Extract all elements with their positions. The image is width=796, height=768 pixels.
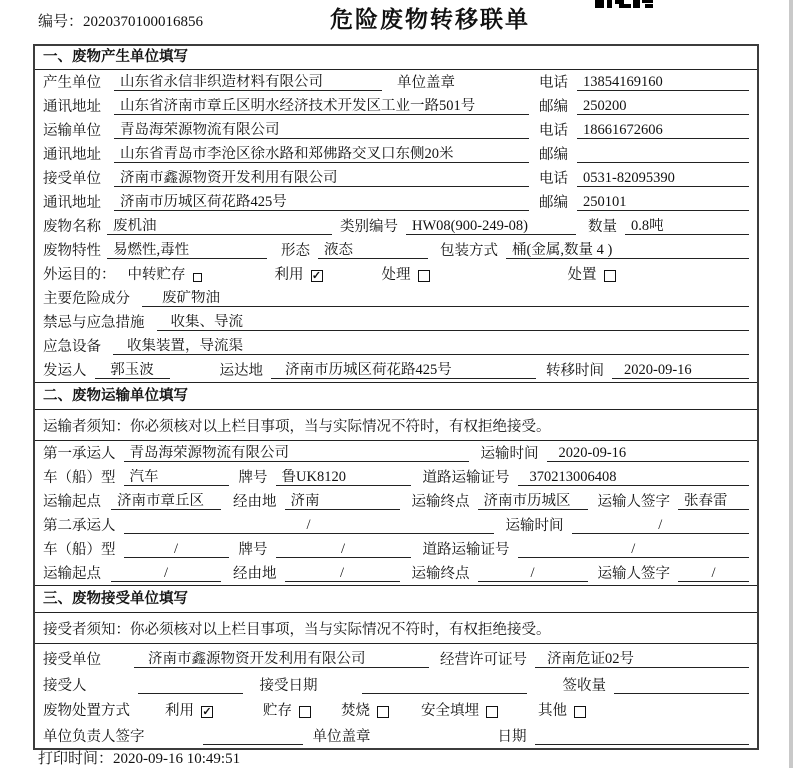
qr-code-fragment	[595, 0, 653, 9]
checkbox-icon	[604, 270, 616, 282]
phone-label: 电话	[539, 75, 568, 91]
first-carrier-label: 第一承运人	[43, 446, 116, 462]
producer-address-value: 山东省济南市章丘区明水经济技术开发区工业一路501号	[114, 98, 529, 115]
address-label: 通讯地址	[43, 195, 101, 211]
checkbox-checked-icon: ✓	[202, 705, 212, 718]
row-receiver-address	[35, 190, 757, 214]
hazard-value: 废矿物油	[142, 290, 749, 307]
checkbox-icon	[377, 706, 389, 718]
purpose-option-utilize	[275, 267, 323, 283]
form-label: 形态	[281, 243, 310, 259]
row-receiver	[35, 166, 757, 190]
road-license-label: 道路运输证号	[422, 542, 510, 558]
checkbox-label: 处置	[567, 267, 597, 283]
vehicle-type-label: 车（船）型	[43, 470, 116, 486]
producer-label: 产生单位	[43, 75, 101, 91]
phone-label: 电话	[539, 171, 568, 187]
checkbox-label: 中转贮存	[127, 267, 186, 283]
responsible-signature-label: 单位负责人签字	[43, 729, 145, 745]
checkbox-icon	[486, 706, 498, 718]
row-dispatcher	[35, 358, 757, 382]
category-value: HW08(900-249-08)	[406, 218, 576, 235]
plate-value: 鲁UK8120	[276, 469, 411, 486]
accept-date-value	[362, 678, 527, 694]
checkbox-icon	[574, 706, 586, 718]
receiver-value: 济南市鑫源物资开发利用有限公司	[114, 170, 529, 187]
transporter-notice: 运输者须知：你必须核对以上栏目事项，当与实际情况不符时，有权拒绝接受。	[35, 410, 757, 441]
vehicle-type-label: 车（船）型	[43, 542, 116, 558]
row-producer	[35, 70, 757, 94]
acceptor-label: 接受人	[43, 678, 87, 694]
row-waste-name	[35, 214, 757, 238]
permit-value: 济南危证02号	[535, 651, 749, 668]
row-hazard-components	[35, 286, 757, 310]
phone-label: 电话	[539, 123, 568, 139]
accepting-unit-value: 济南市鑫源物资开发利用有限公司	[134, 651, 429, 668]
producer-zip-value: 250200	[577, 98, 749, 115]
row-vehicle-1	[35, 465, 757, 489]
purpose-option-dispose	[568, 267, 616, 283]
quantity-label: 数量	[588, 219, 617, 235]
route-end-value: /	[478, 565, 588, 582]
route-start-label: 运输起点	[43, 566, 101, 582]
transporter-address-value: 山东省青岛市李沧区徐水路和郑佛路交叉口东侧20米	[114, 146, 529, 163]
receiver-zip-value: 250101	[577, 194, 749, 211]
packaging-value: 桶(金属,数量 4 )	[506, 242, 749, 259]
row-signoff	[35, 722, 757, 748]
print-time-label: 打印时间：	[38, 751, 114, 767]
row-emergency-measures	[35, 310, 757, 334]
route-via-value: /	[285, 565, 400, 582]
producer-zip-group	[539, 98, 749, 115]
checkbox-label: 焚烧	[341, 703, 370, 719]
scan-edge-line	[789, 0, 793, 768]
doc-number	[38, 10, 203, 31]
row-vehicle-2	[35, 537, 757, 561]
route-end-label: 运输终点	[411, 494, 470, 510]
plate-label: 牌号	[238, 470, 268, 486]
receiver-zip-group	[539, 194, 749, 211]
plate-value: /	[276, 541, 411, 558]
equipment-label: 应急设备	[43, 339, 101, 355]
disposal-option-incinerate	[341, 703, 389, 719]
receiver-label: 接受单位	[43, 171, 101, 187]
transfer-time-value: 2020-09-16	[612, 362, 749, 379]
checkbox-label: 处理	[381, 267, 411, 283]
transporter-zip-group	[539, 147, 749, 163]
transporter-zip-value	[577, 147, 749, 163]
route-start-value: /	[111, 565, 221, 582]
row-emergency-equipment	[35, 334, 757, 358]
form-value: 液态	[318, 242, 428, 259]
transport-time-label: 运输时间	[505, 518, 564, 534]
route-start-value: 济南市章丘区	[111, 493, 221, 510]
transfer-form-table	[33, 44, 759, 750]
receiver-notice: 接受者须知：你必须核对以上栏目事项，当与实际情况不符时，有权拒绝接受。	[35, 613, 757, 644]
second-carrier-value: /	[124, 517, 494, 534]
address-label: 通讯地址	[43, 99, 101, 115]
packaging-label: 包装方式	[440, 243, 498, 259]
disposal-option-utilize	[165, 703, 213, 719]
section2-header: 二、废物运输单位填写	[35, 382, 757, 410]
transporter-phone-group	[539, 122, 749, 139]
measures-value: 收集、导流	[157, 314, 750, 331]
receiver-phone-group	[539, 170, 749, 187]
received-quantity-value	[614, 678, 749, 694]
quantity-value: 0.8吨	[625, 218, 749, 235]
carrier-signature-value: 张春雷	[678, 493, 749, 510]
route-end-value: 济南市历城区	[478, 493, 588, 510]
category-label: 类别编号	[340, 219, 398, 235]
producer-value: 山东省永信非织造材料有限公司	[114, 74, 382, 91]
route-via-value: 济南	[285, 493, 400, 510]
responsible-signature-value	[203, 729, 303, 745]
disposal-option-landfill	[421, 703, 498, 719]
unit-seal-label: 单位盖章	[312, 729, 371, 745]
transporter-phone-value: 18661672606	[577, 122, 749, 139]
signoff-date-label: 日期	[497, 729, 527, 745]
route-start-label: 运输起点	[43, 494, 101, 510]
print-time-value: 2020-09-16 10:49:51	[113, 751, 241, 767]
transfer-time-label: 转移时间	[546, 363, 604, 379]
route-via-label: 经由地	[233, 494, 277, 510]
purpose-option-transfer-storage	[128, 267, 202, 283]
purpose-option-treat	[382, 267, 430, 283]
destination-value: 济南市历城区荷花路425号	[271, 362, 536, 379]
vehicle-type-value: 汽车	[124, 469, 229, 486]
road-license-label: 道路运输证号	[422, 470, 510, 486]
received-quantity-label: 签收量	[562, 678, 606, 694]
carrier-signature-label: 运输人签字	[597, 494, 670, 510]
row-transfer-purpose	[35, 262, 757, 286]
acceptor-value	[138, 678, 243, 694]
transport-time-label: 运输时间	[480, 446, 539, 462]
address-label: 通讯地址	[43, 147, 101, 163]
checkbox-label: 安全填埋	[421, 703, 479, 719]
transporter-value: 青岛海荣源物流有限公司	[114, 122, 529, 139]
purpose-label: 外运目的：	[43, 267, 116, 283]
checkbox-icon	[193, 273, 202, 282]
signoff-date-value	[535, 729, 750, 745]
route-end-label: 运输终点	[411, 566, 470, 582]
first-carrier-value: 青岛海荣源物流有限公司	[124, 445, 469, 462]
producer-phone-value: 13854169160	[577, 74, 749, 91]
road-license-value: 370213006408	[518, 469, 750, 486]
destination-label: 运达地	[219, 363, 263, 379]
receiver-address-value: 济南市历城区荷花路425号	[114, 194, 529, 211]
row-route-2	[35, 561, 757, 585]
transport-time-value: /	[572, 517, 750, 534]
hazard-label: 主要危险成分	[43, 291, 130, 307]
traits-value: 易燃性,毒性	[107, 242, 267, 259]
row-waste-traits	[35, 238, 757, 262]
zip-label: 邮编	[539, 99, 568, 115]
checkbox-label: 贮存	[263, 703, 292, 719]
row-acceptance	[35, 671, 757, 697]
road-license-value: /	[518, 541, 750, 558]
measures-label: 禁忌与应急措施	[43, 315, 145, 331]
row-second-carrier	[35, 513, 757, 537]
waste-name-label: 废物名称	[43, 219, 101, 235]
disposal-option-other	[538, 703, 586, 719]
row-transporter	[35, 118, 757, 142]
carrier-signature-value: /	[678, 565, 749, 582]
second-carrier-label: 第二承运人	[43, 518, 116, 534]
checkbox-label: 利用	[274, 267, 304, 283]
section1-header: 一、废物产生单位填写	[35, 46, 757, 70]
route-via-label: 经由地	[233, 566, 277, 582]
carrier-signature-label: 运输人签字	[597, 566, 670, 582]
checkbox-label: 其他	[538, 703, 567, 719]
zip-label: 邮编	[539, 147, 568, 163]
doc-number-label: 编号：	[38, 14, 84, 30]
zip-label: 邮编	[539, 195, 568, 211]
transport-time-value: 2020-09-16	[547, 445, 750, 462]
checkbox-label: 利用	[165, 703, 194, 719]
page-title: 危险废物转移联单	[330, 7, 530, 32]
print-time	[38, 747, 240, 768]
row-accepting-unit	[35, 644, 757, 671]
producer-phone-group	[539, 74, 749, 91]
row-route-1	[35, 489, 757, 513]
plate-label: 牌号	[238, 542, 268, 558]
disposal-method-label: 废物处置方式	[43, 703, 130, 719]
section3-header: 三、废物接受单位填写	[35, 585, 757, 613]
receiver-phone-value: 0531-82095390	[577, 170, 749, 187]
checkbox-icon	[418, 270, 430, 282]
checkbox-icon	[299, 706, 311, 718]
checkbox-checked-icon: ✓	[311, 269, 322, 282]
dispatcher-label: 发运人	[43, 363, 87, 379]
row-first-carrier	[35, 441, 757, 465]
equipment-value: 收集装置，导流渠	[113, 338, 749, 355]
row-disposal-method	[35, 697, 757, 722]
row-transporter-address	[35, 142, 757, 166]
disposal-option-storage	[263, 703, 311, 719]
accepting-unit-label: 接受单位	[43, 652, 101, 668]
accept-date-label: 接受日期	[259, 678, 318, 694]
traits-label: 废物特性	[43, 243, 101, 259]
waste-name-value: 废机油	[107, 218, 332, 235]
permit-label: 经营许可证号	[440, 652, 527, 668]
seal-label: 单位盖章	[397, 75, 455, 91]
transporter-label: 运输单位	[43, 123, 101, 139]
dispatcher-value: 郭玉波	[95, 362, 170, 379]
vehicle-type-value: /	[124, 541, 229, 558]
row-producer-address	[35, 94, 757, 118]
doc-number-value: 2020370100016856	[83, 14, 204, 30]
